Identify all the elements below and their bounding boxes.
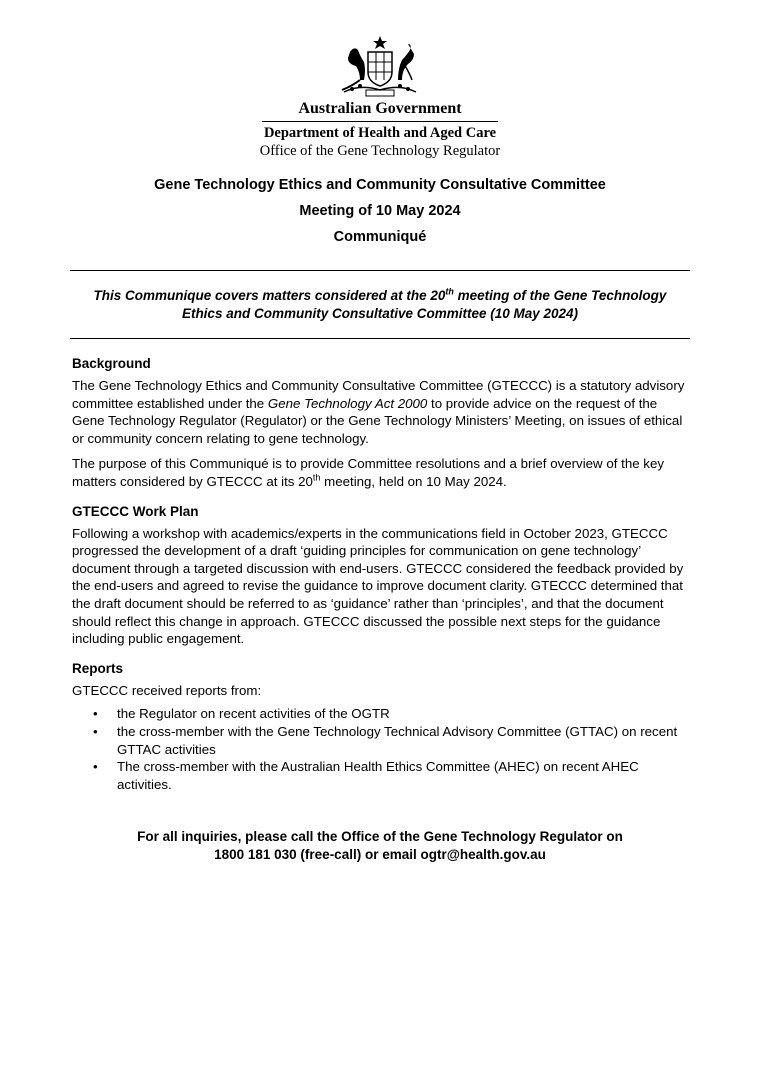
- background-paragraph-1: [72, 377, 692, 447]
- list-item: [72, 758, 692, 793]
- bullet-icon: •: [93, 759, 98, 775]
- background-section: [72, 355, 692, 491]
- bullet-icon: •: [93, 706, 98, 722]
- list-item-text: the cross-member with the Gene Technology Technical Advisory Committee (GTTAC) on recent GTTAC activities: [117, 723, 678, 757]
- committee-title: Gene Technology Ethics and Community Consultative Committee: [154, 177, 606, 193]
- bullet-icon: •: [93, 723, 98, 739]
- purpose-ordinal: th: [312, 472, 321, 483]
- document-type-title: Communiqué: [333, 229, 427, 245]
- background-text-b: to provide advice on the request of the Gene Technology Regulator (Regulator) or the Gene Technology Ministers’ Meeting, on issues of ethical or community concern relating to gene technology.: [72, 395, 683, 446]
- background-paragraph-2: [72, 455, 692, 490]
- office-name: Office of the Gene Technology Regulator: [259, 143, 501, 159]
- footer-line-1: For all inquiries, please call the Office of the Gene Technology Regulator on: [137, 829, 623, 844]
- reports-intro: GTECCC received reports from:: [72, 682, 262, 698]
- background-text-a: The Gene Technology Ethics and Community Consultative Committee (GTECCC) is a statutory advisory committee established under the: [72, 378, 685, 411]
- contact-footer: [70, 828, 690, 864]
- list-item: [72, 705, 692, 723]
- coat-of-arms-logo: [330, 34, 430, 98]
- department-name: Department of Health and Aged Care: [263, 125, 497, 141]
- list-item: [72, 723, 692, 758]
- footer-line-2: 1800 181 030 (free-call) or email ogtr@health.gov.au: [214, 847, 546, 862]
- reports-section: [72, 660, 692, 794]
- work-plan-paragraph: Following a workshop with academics/experts in the communications field in October 2023, GTECCC progressed the development of a draft ‘guiding principles for communication on gene technology’ document through a targeted discussion with end-users. GTECCC considered the feedback provided by the end-users and agreed to revise the guidance to improve document clarity. GTECCC determined that the draft document should be referred to as ‘guidance’ rather than ‘principles’, and that the document should reflect this change in approach. GTECCC discussed the possible next steps for the guidance including public engagement.: [72, 525, 684, 647]
- reports-heading: Reports: [72, 660, 124, 676]
- meeting-title: Meeting of 10 May 2024: [299, 203, 461, 219]
- header-divider: [262, 121, 498, 122]
- bottom-divider: [70, 338, 690, 339]
- scope-text-1: This Communique covers matters considered at the 20: [93, 288, 446, 303]
- purpose-text-b: meeting, held on 10 May 2024.: [320, 473, 507, 489]
- work-plan-section: [72, 503, 692, 648]
- purpose-text-a: The purpose of this Communiqué is to provide Committee resolutions and a brief overview of the key matters considered by GTECCC at its 20: [72, 456, 665, 489]
- list-item-text: the Regulator on recent activities of the OGTR: [117, 706, 390, 722]
- scope-text-2: meeting of the Gene Technology: [453, 288, 667, 303]
- scope-text-3: Ethics and Community Consultative Committee (10 May 2024): [181, 306, 579, 321]
- scope-statement: [70, 287, 690, 323]
- government-name: Australian Government: [298, 100, 462, 117]
- main-content: [72, 355, 692, 805]
- act-name: Gene Technology Act 2000: [267, 395, 428, 411]
- reports-list: [72, 705, 692, 793]
- top-divider: [70, 270, 690, 271]
- work-plan-heading: GTECCC Work Plan: [72, 503, 199, 519]
- background-heading: Background: [72, 356, 151, 371]
- list-item-text: The cross-member with the Australian Health Ethics Committee (AHEC) on recent AHEC activities.: [117, 759, 639, 792]
- scope-ordinal: th: [445, 286, 454, 297]
